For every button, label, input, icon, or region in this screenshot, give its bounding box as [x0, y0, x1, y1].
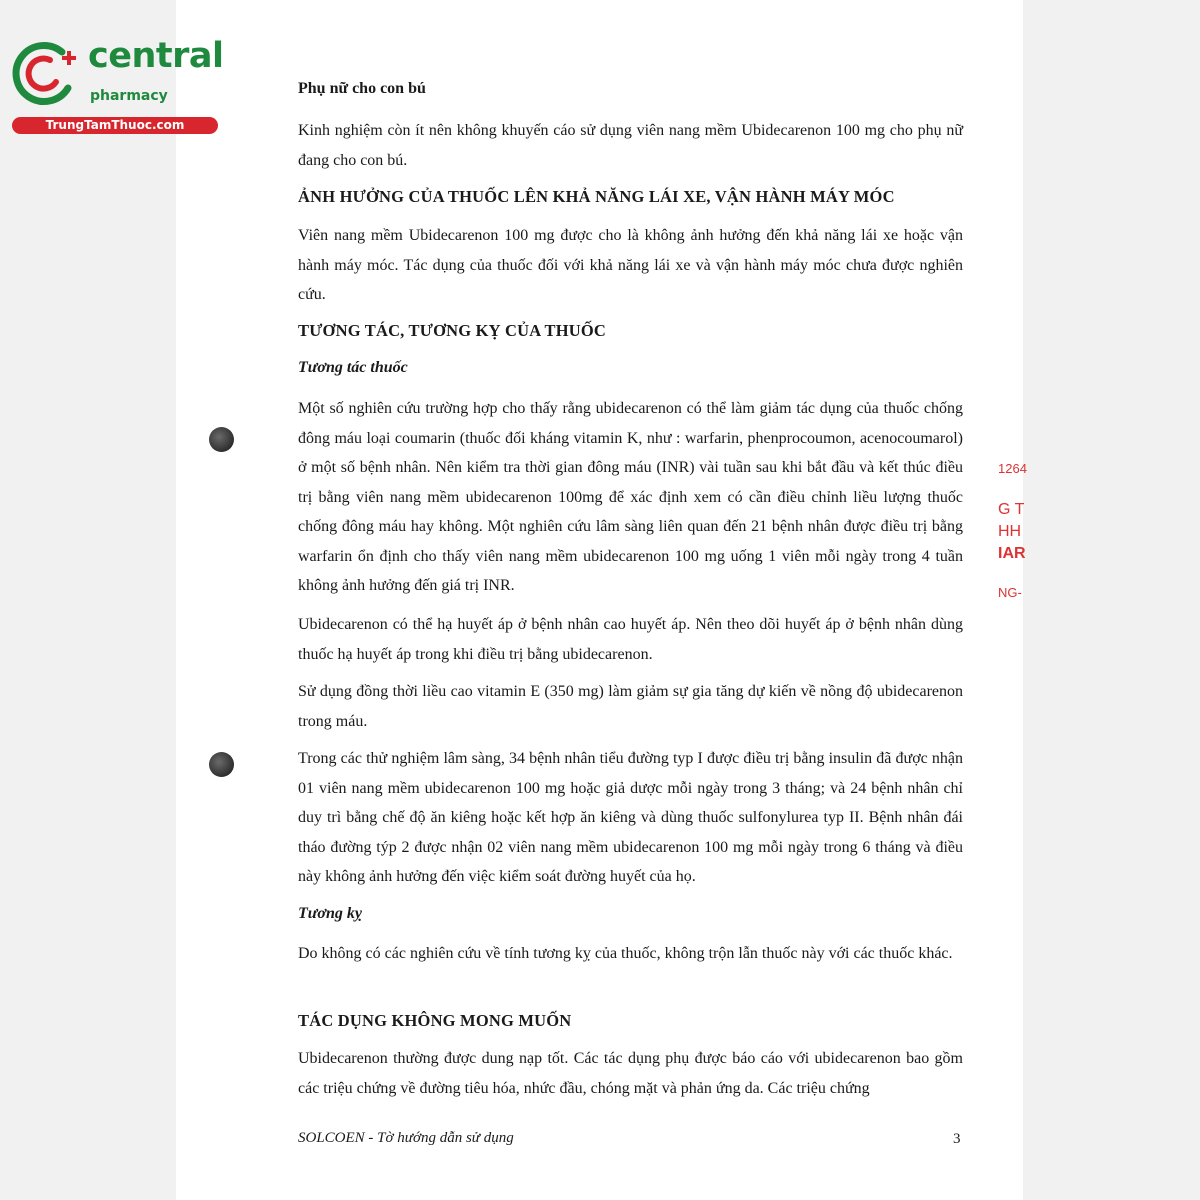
section-heading [298, 1011, 963, 1031]
central-pharmacy-logo[interactable] [10, 38, 225, 138]
paragraph-block [298, 610, 963, 669]
paragraph: Ubidecarenon thường được dung nạp tốt. Các tác dụng phụ được báo cáo với ubidecarenon bao gồm các triệu chứng về đường tiêu hóa, nhức đầu, chóng mặt và phản ứng da. Các triệu chứng [298, 1050, 963, 1097]
paragraph-block [298, 1044, 963, 1103]
subheading-drug-interactions: Tương tác thuốc [298, 359, 408, 376]
logo-url-banner[interactable]: TrungTamThuoc.com [12, 117, 218, 134]
paragraph: Một số nghiên cứu trường hợp cho thấy rằng ubidecarenon có thể làm giảm tác dụng của thuốc chống đông máu loại coumarin (thuốc đối kháng vitamin K, như : warfarin, phenprocoumon, acenocoumarol) ở một số bệnh nhân. Nên kiểm tra thời gian đông máu (INR) vài tuần sau khi bắt đầu và kết thúc điều trị bằng viên nang mềm ubidecarenon 100mg để xác định xem có cần điều chỉnh liều lượng thuốc chống đông máu hay không. Một nghiên cứu lâm sàng liên quan đến 21 bệnh nhân được điều trị bằng warfarin ổn định cho thấy viên nang mềm ubidecarenon 100 mg uống 1 viên mỗi ngày trong 4 tuần không ảnh hưởng đến giá trị INR. [298, 400, 963, 594]
heading-driving-effects: ẢNH HƯỞNG CỦA THUỐC LÊN KHẢ NĂNG LÁI XE, VẬN HÀNH MÁY MÓC [298, 187, 895, 206]
binder-hole-bottom [209, 752, 234, 777]
logo-name: central [88, 36, 224, 76]
paragraph: Viên nang mềm Ubidecarenon 100 mg được cho là không ảnh hưởng đến khả năng lái xe hoặc vận hành máy móc. Tác dụng của thuốc đối với khả năng lái xe và vận hành máy móc chưa được nghiên cứu. [298, 227, 963, 303]
section-heading [298, 321, 963, 341]
stamp-fragment-line: NG- [998, 585, 1022, 600]
section-heading [298, 80, 963, 98]
stamp-fragment-line: HH [998, 523, 1022, 540]
heading-breastfeeding: Phụ nữ cho con bú [298, 80, 426, 97]
footer-document-title: SOLCOEN - Tờ hướng dẫn sử dụng [298, 1130, 514, 1146]
heading-adverse-effects: TÁC DỤNG KHÔNG MONG MUỐN [298, 1011, 572, 1030]
paragraph-block [298, 939, 963, 969]
stamp-fragment-line: IAR [998, 545, 1026, 562]
paragraph: Trong các thử nghiệm lâm sàng, 34 bệnh nhân tiểu đường typ I được điều trị bằng insulin đã được nhận 01 viên nang mềm ubidecarenon 100 mg hoặc giả dược mỗi ngày trong 3 tháng; và 24 bệnh nhân chỉ duy trì bằng chế độ ăn kiêng hoặc kết hợp ăn kiêng và dùng thuốc sulfonylurea typ II. Bệnh nhân đái tháo đường týp 2 được nhận 02 viên nang mềm ubidecarenon 100 mg mỗi ngày trong 6 tháng và điều này không ảnh hưởng đến việc kiểm soát đường huyết của họ. [298, 750, 963, 885]
stamp-fragment-line: 1264 [998, 461, 1027, 476]
paragraph-block [298, 677, 963, 736]
section-heading [298, 187, 963, 207]
stamp-fragment-line: G T [998, 501, 1025, 518]
subheading [298, 359, 963, 377]
paragraph: Kinh nghiệm còn ít nên không khuyến cáo sử dụng viên nang mềm Ubidecarenon 100 mg cho phụ nữ đang cho con bú. [298, 122, 963, 169]
paragraph-block [298, 394, 963, 601]
heading-interactions: TƯƠNG TÁC, TƯƠNG KỴ CỦA THUỐC [298, 321, 607, 340]
paragraph: Sử dụng đồng thời liều cao vitamin E (350 mg) làm giảm sự gia tăng dự kiến về nồng độ ubidecarenon trong máu. [298, 683, 963, 730]
paragraph: Do không có các nghiên cứu về tính tương kỵ của thuốc, không trộn lẫn thuốc này với các thuốc khác. [298, 945, 953, 962]
paragraph-block [298, 116, 963, 175]
paragraph: Ubidecarenon có thể hạ huyết áp ở bệnh nhân cao huyết áp. Nên theo dõi huyết áp ở bệnh nhân dùng thuốc hạ huyết áp trong khi điều trị bằng ubidecarenon. [298, 616, 963, 663]
paragraph-block [298, 744, 963, 892]
paragraph-block [298, 221, 963, 310]
page-number: 3 [953, 1131, 961, 1147]
binder-hole-top [209, 427, 234, 452]
logo-subtitle: pharmacy [90, 88, 168, 104]
subheading-incompatibility: Tương kỵ [298, 905, 362, 922]
logo-mark-icon [10, 38, 82, 110]
subheading [298, 905, 963, 923]
